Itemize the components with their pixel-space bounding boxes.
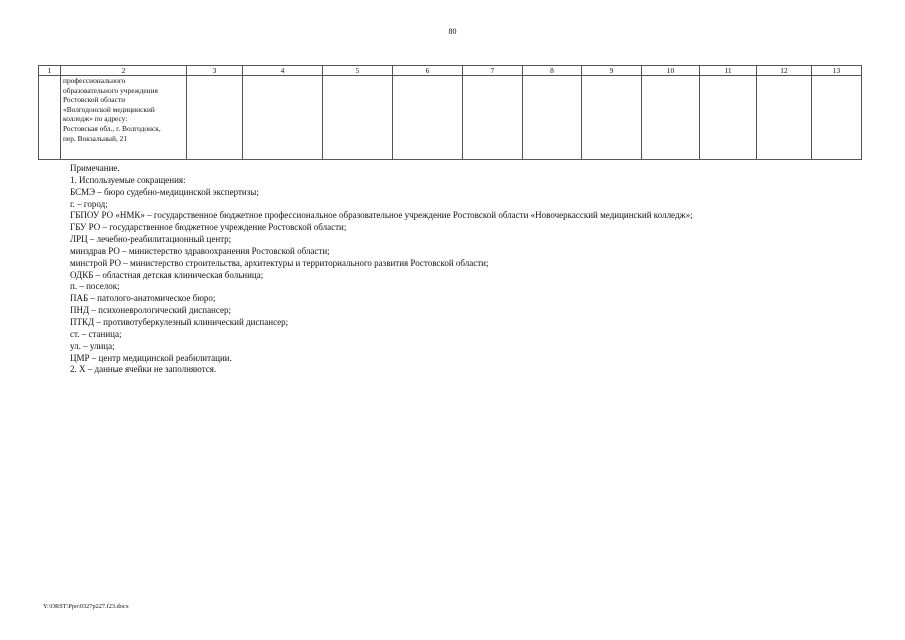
column-number: 11 — [700, 66, 757, 76]
column-number: 6 — [393, 66, 463, 76]
column-number: 7 — [463, 66, 523, 76]
column-number: 9 — [582, 66, 642, 76]
abbreviation-item: БСМЭ – бюро судебно-медицинской экспертизы; — [70, 186, 259, 197]
data-table — [38, 65, 862, 160]
institution-text-line: «Волгодонской медицинский — [63, 104, 155, 114]
institution-text-line: профессионального — [63, 76, 126, 85]
abbreviation-item: ст. – станица; — [70, 328, 122, 339]
institution-text-line: Ростовская обл., г. Волгодонск, — [63, 123, 161, 133]
table-cell — [243, 76, 323, 160]
page-number: 80 — [448, 27, 457, 36]
notes-section — [70, 163, 693, 376]
abbreviation-item: ПАБ – патолого-анатомическое бюро; — [70, 293, 216, 304]
table-cell — [642, 76, 700, 160]
institution-text-line: пер. Вокзальный, 21 — [63, 133, 128, 143]
column-number: 2 — [61, 66, 187, 76]
table-cell — [323, 76, 393, 160]
column-number: 3 — [187, 66, 243, 76]
table-cell — [523, 76, 582, 160]
footer-file-path: Y:\ORST\Ppo\0327p227.f23.docx — [43, 603, 129, 610]
table-cell — [757, 76, 812, 160]
abbreviation-item: г. – город; — [70, 198, 108, 209]
column-number: 13 — [812, 66, 862, 76]
abbreviation-item: ГБПОУ РО «НМК» – государственное бюджетное профессиональное образовательное учреждение Ростовской области «Новочеркасский медицинский колледж»; — [70, 210, 693, 221]
note-item: 2. Х – данные ячейки не заполняются. — [70, 364, 217, 375]
abbreviation-item: п. – поселок; — [70, 281, 120, 292]
column-number-row — [39, 66, 862, 76]
column-number: 12 — [757, 66, 812, 76]
abbreviation-item: ОДКБ – областная детская клиническая больница; — [70, 269, 264, 280]
abbreviation-item: ПНД – психоневрологический диспансер; — [70, 305, 231, 316]
abbreviation-item: ЛРЦ – лечебно-реабилитационный центр; — [70, 234, 232, 245]
abbreviation-item: ПТКД – противотуберкулезный клинический диспансер; — [70, 316, 289, 327]
table-cell — [582, 76, 642, 160]
table-cell — [700, 76, 757, 160]
abbreviation-item: ГБУ РО – государственное бюджетное учреждение Ростовской области; — [70, 222, 347, 233]
abbreviation-item: минздрав РО – министерство здравоохранения Ростовской области; — [70, 245, 330, 256]
table-cell — [463, 76, 523, 160]
table-cell — [812, 76, 862, 160]
column-number: 5 — [323, 66, 393, 76]
column-number: 8 — [523, 66, 582, 76]
abbreviation-item: ЦМР – центр медицинской реабилитации. — [70, 352, 232, 363]
column-number: 4 — [243, 66, 323, 76]
abbreviation-item: ул. – улица; — [70, 340, 115, 351]
institution-text-line: колледж» по адресу: — [63, 114, 128, 124]
table-cell — [393, 76, 463, 160]
table-cell — [39, 76, 61, 160]
abbreviation-item: минстрой РО – министерство строительства, архитектуры и территориального развития Ростовской области; — [70, 257, 489, 268]
institution-text-line: Ростовской области — [63, 95, 126, 105]
column-number: 10 — [642, 66, 700, 76]
institution-text-line: образовательного учреждения — [63, 85, 158, 95]
table-row — [39, 76, 862, 160]
notes-heading: Примечание. — [70, 163, 120, 173]
column-number: 1 — [39, 66, 61, 76]
institution-cell — [61, 76, 187, 160]
abbreviations-heading: 1. Используемые сокращения: — [70, 174, 186, 185]
table-cell — [187, 76, 243, 160]
